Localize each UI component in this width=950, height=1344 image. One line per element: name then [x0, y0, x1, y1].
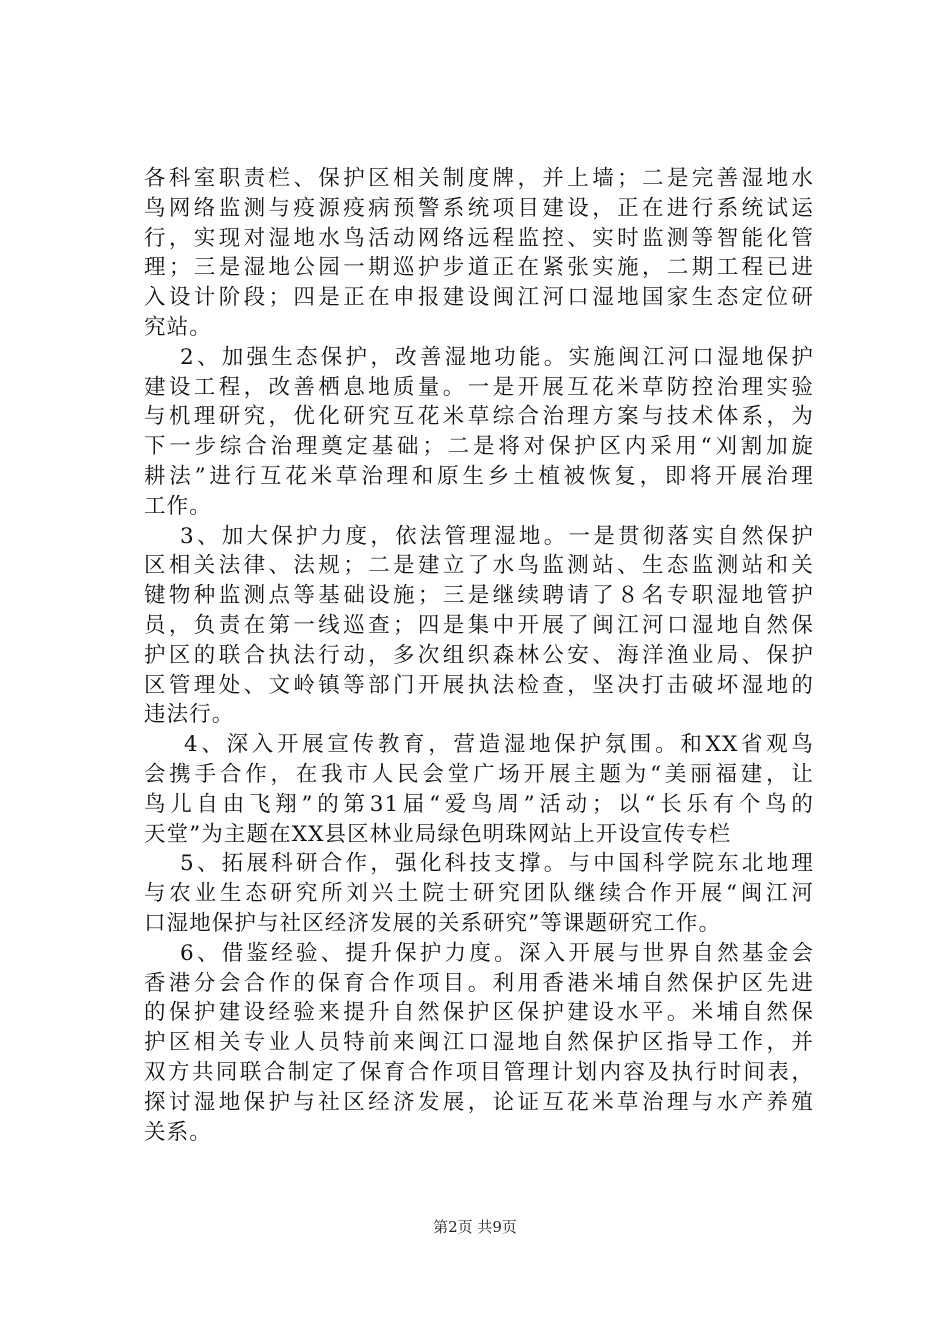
text-line: 工作。: [144, 493, 212, 519]
text-line: 护区相关专业人员特前来闽江口湿地自然保护区指导工作，并: [144, 1030, 814, 1056]
text-line: 鸟网络监测与疫源疫病预警系统项目建设，正在进行系统试运: [144, 195, 814, 221]
text-line: 键物种监测点等基础设施；三是继续聘请了８名专职湿地管护: [144, 583, 814, 609]
text-line: 理；三是湿地公园一期巡护步道正在紧张实施，二期工程已进: [144, 255, 814, 281]
text-line: 究站。: [144, 314, 212, 340]
text-line: 会携手合作，在我市人民会堂广场开展主题为“美丽福建，让: [144, 761, 814, 787]
text-line: 区管理处、文岭镇等部门开展执法检查，坚决打击破坏湿地的: [144, 672, 814, 698]
text-line: 耕法”进行互花米草治理和原生乡土植被恢复，即将开展治理: [144, 463, 814, 489]
text-line: 区相关法律、法规；二是建立了水鸟监测站、生态监测站和关: [144, 553, 814, 579]
paragraph-first-line: 4、深入开展宣传教育，营造湿地保护氛围。和XX省观鸟: [184, 732, 814, 758]
text-line: 探讨湿地保护与社区经济发展，论证互花米草治理与水产养殖: [144, 1089, 814, 1115]
text-line: 各科室职责栏、保护区相关制度牌，并上墙；二是完善湿地水: [144, 166, 814, 191]
text-line: 护区的联合执法行动，多次组织森林公安、海洋渔业局、保护: [144, 642, 814, 668]
text-line: 双方共同联合制定了保育合作项目管理计划内容及执行时间表，: [144, 1059, 814, 1085]
text-line: 天堂”为主题在XX县区林业局绿色明珠网站上开设宣传专栏: [144, 821, 732, 847]
paragraph-first-line: 6、借鉴经验、提升保护力度。深入开展与世界自然基金会: [180, 940, 814, 966]
page-number-footer: 第2页 共9页: [433, 1218, 517, 1236]
paragraph-first-line: 5、拓展科研合作，强化科技支撑。与中国科学院东北地理: [180, 851, 814, 877]
text-line: 关系。: [144, 1119, 212, 1145]
text-line: 与机理研究，优化研究互花米草综合治理方案与技术体系，为: [144, 404, 814, 430]
text-line: 建设工程，改善栖息地质量。一是开展互花米草防控治理实验: [144, 374, 814, 400]
paragraph-first-line: 2、加强生态保护，改善湿地功能。实施闽江河口湿地保护: [180, 344, 814, 370]
text-line: 行，实现对湿地水鸟活动网络远程监控、实时监测等智能化管: [144, 225, 814, 251]
text-line: 违法行。: [144, 702, 235, 728]
text-line: 鸟儿自由飞翔”的第31届“爱鸟周”活动；以“长乐有个鸟的: [144, 791, 814, 817]
document-body: [144, 164, 814, 1147]
text-line: 员，负责在第一线巡查；四是集中开展了闽江河口湿地自然保: [144, 612, 814, 638]
text-line: 香港分会合作的保育合作项目。利用香港米埔自然保护区先进: [144, 970, 814, 996]
text-line: 口湿地保护与社区经济发展的关系研究”等课题研究工作。: [144, 910, 722, 936]
paragraph-first-line: 3、加大保护力度，依法管理湿地。一是贯彻落实自然保护: [180, 523, 814, 549]
text-line: 与农业生态研究所刘兴土院士研究团队继续合作开展“闽江河: [144, 881, 814, 907]
text-line: 下一步综合治理奠定基础；二是将对保护区内采用“刈割加旋: [144, 434, 814, 460]
text-line: 入设计阶段；四是正在申报建设闽江河口湿地国家生态定位研: [144, 285, 814, 311]
text-line: 的保护建设经验来提升自然保护区保护建设水平。米埔自然保: [144, 1000, 814, 1026]
